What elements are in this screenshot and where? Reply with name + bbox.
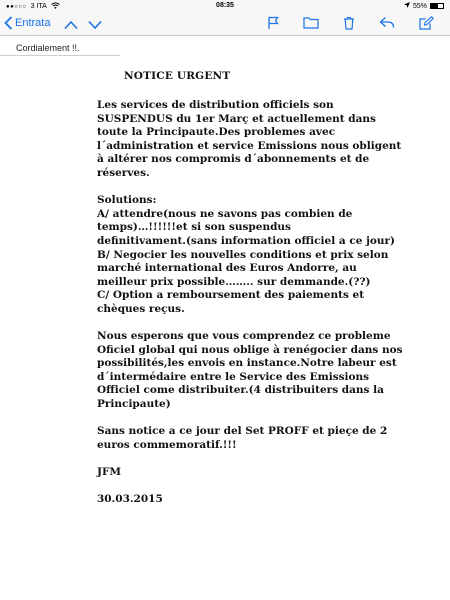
previous-message-button[interactable] [64,17,78,35]
signal-strength-icon: ●●○○○ [6,3,27,10]
text-line: réserves. [97,166,150,179]
back-button[interactable] [4,16,50,30]
text-line: marché international des Euros Andorre, au [97,262,357,275]
text-line: euros commemoratif.!!! [97,438,237,451]
text-line: temps)…!!!!!!et si son suspendus [97,221,291,234]
back-button-label: Entrata [15,17,51,29]
reply-icon [379,16,395,29]
document-title: NOTICE URGENT [124,70,231,82]
trash-icon [343,16,355,30]
text-line: toute la Principaute.Des problemes avec [97,126,336,139]
text-line: Oficiel global qui nous oblige à renégocier dans nos [97,343,403,356]
move-to-folder-button[interactable] [303,16,319,35]
compose-button[interactable] [419,16,434,35]
text-line: B/ Negocier les nouvelles conditions et prix selon [97,248,389,261]
trash-button[interactable] [343,16,355,35]
text-line: à altérer nos compromis d´abonnements et de [97,153,370,166]
battery-icon [430,3,444,9]
email-greeting: Cordialement !!. [16,43,80,53]
battery-area [404,2,444,10]
compose-icon [419,16,434,30]
text-line: possibilités,les envois en instance.Notre labeur est [97,357,397,370]
document-date: 30.03.2015 [97,493,163,506]
text-line: A/ attendre(nous ne savons pas combien de [97,207,353,220]
battery-fill [431,4,438,8]
text-line: Nous esperons que vous comprendez ce probleme [97,330,391,343]
text-line: Solutions: [97,194,157,207]
mail-toolbar [0,12,450,36]
text-line: Officiel come distribuiter.(4 distribuiters dans la [97,384,384,397]
folder-icon [303,16,319,29]
greeting-divider [0,55,120,56]
text-line: meilleur prix possible…….. sur demmande.(??) [97,275,371,288]
text-line: definitivament.(sans information officiel a ce jour) [97,234,395,247]
next-message-button[interactable] [88,17,102,35]
chevron-down-icon [88,20,102,30]
text-line: Sans notice a ce jour del Set PROFF et pieçe de 2 [97,425,388,438]
paragraph-proff [97,425,437,452]
text-line: Principaute) [97,398,171,411]
text-line: chèques reçus. [97,302,185,315]
signature: JFM [97,466,122,479]
text-line: d´intermédaire entre le Service des Emissions [97,370,370,383]
clock: 08:35 [216,2,234,9]
text-line: l´administration et service Emissions nous obligent [97,139,402,152]
flag-button[interactable] [267,16,279,35]
text-line: Les services de distribution officiels son [97,99,334,111]
flag-icon [267,16,279,30]
chevron-left-icon [4,16,13,30]
location-arrow-icon [404,2,410,10]
paragraph-suspension [97,99,437,181]
paragraph-solutions [97,194,437,316]
battery-percent: 55% [412,2,427,10]
notice-document-image [0,58,450,600]
chevron-up-icon [64,20,78,30]
text-line: C/ Option a remboursement des paiements et [97,289,365,302]
reply-button[interactable] [379,16,395,35]
paragraph-explanation [97,330,437,412]
status-bar [0,0,450,12]
carrier-name: 3 ITA [30,3,47,10]
document-body [97,99,437,520]
text-line: SUSPENDUS du 1er Març et actuellement dans [97,112,376,125]
